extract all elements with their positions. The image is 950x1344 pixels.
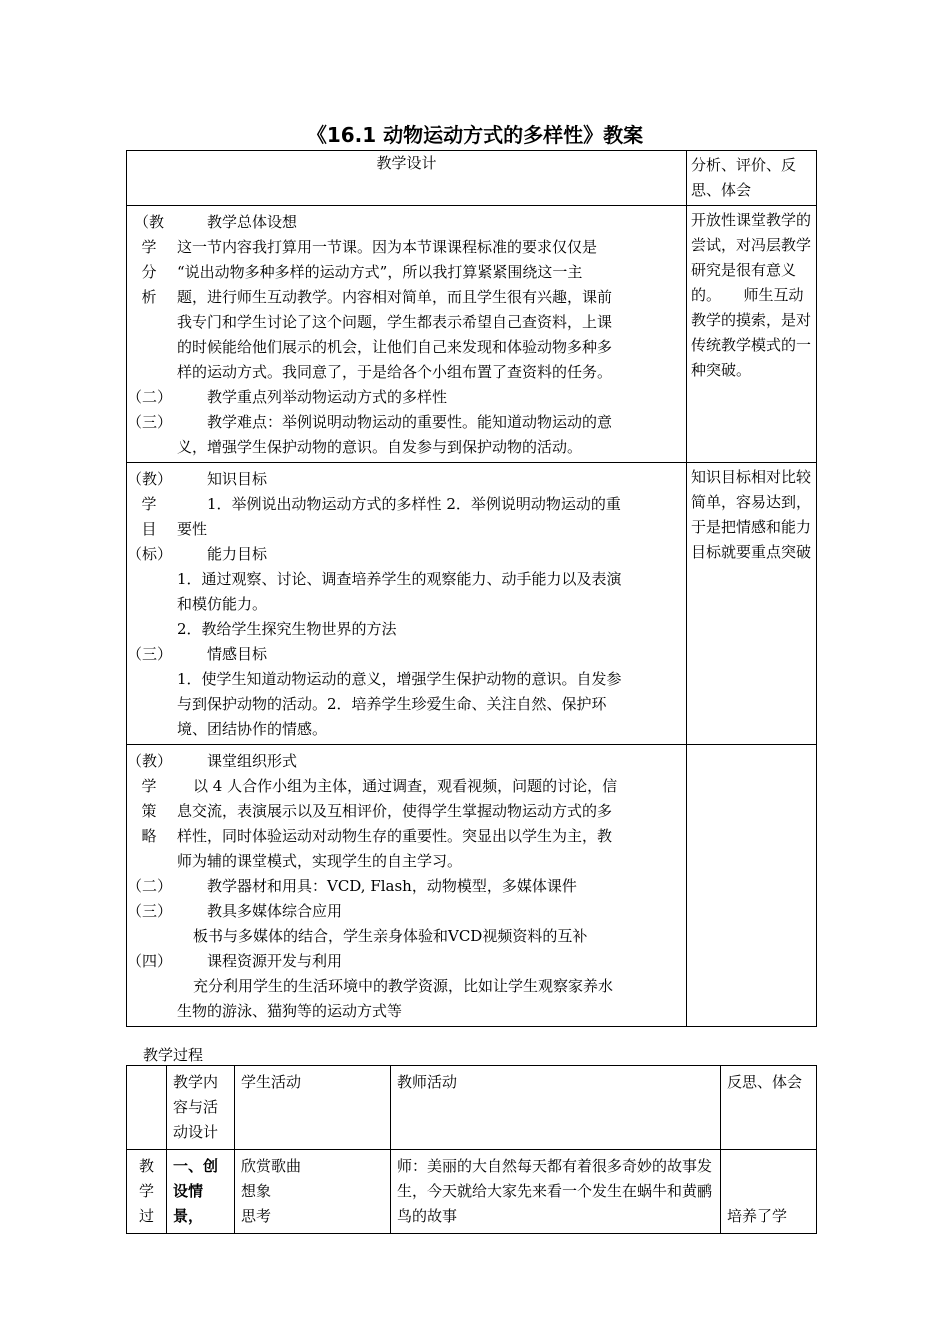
section-line-text: 板书与多媒体的结合，学生亲身体验和VCD视频资料的互补 [193, 927, 588, 945]
section-line-label [127, 310, 171, 335]
section-line-label: （三） [127, 902, 173, 920]
section-line-label: 策 [141, 802, 157, 820]
section-line-text: 生物的游泳、猫狗等的运动方式等 [177, 1002, 403, 1020]
process-header-teacher: 教师活动 [391, 1066, 721, 1150]
section-line [127, 949, 678, 974]
section-line-label [127, 567, 171, 592]
section-line-label: （教 [133, 213, 164, 231]
comment-objectives: 知识目标相对比较简单，容易达到，于是把情感和能力目标就要重点突破 [687, 463, 817, 745]
section-line-text: 境、团结协作的情感。 [177, 720, 328, 738]
section-line-text: 的时候能给他们展示的机会，让他们自己来发现和体验动物多种多 [177, 338, 613, 356]
section-line [127, 799, 678, 824]
section-line [127, 749, 678, 774]
section-line-text: 知识目标 [207, 470, 268, 488]
process-step-title: 一、创设情景， [167, 1150, 235, 1234]
section-line-label [127, 435, 171, 460]
section-line [127, 999, 678, 1024]
section-line [127, 774, 678, 799]
section-line-label: 析 [141, 288, 157, 306]
section-line-label: （二） [127, 877, 173, 895]
process-teacher-activity: 师：美丽的大自然每天都有着很多奇妙的故事发生，今天就给大家先来看一个发生在蜗牛和黄鹂鸟的故事 [391, 1150, 721, 1234]
section-line [127, 849, 678, 874]
process-header-student: 学生活动 [235, 1066, 391, 1150]
section-line-text: 1．举例说出动物运动方式的多样性 2．举例说明动物运动的重 [207, 495, 621, 513]
section-line-label: （三） [127, 413, 173, 431]
section-line-text: 息交流，表演展示以及互相评价，使得学生掌握动物运动方式的多 [177, 802, 613, 820]
section-line [127, 924, 678, 949]
section-line-text: 样性，同时体验运动对动物生存的重要性。突显出以学生为主，教 [177, 827, 613, 845]
section-line-text: 以 4 人合作小组为主体，通过调查，观看视频，问题的讨论，信 [193, 777, 618, 795]
section-line-text: 教学难点：举例说明动物运动的重要性。能知道动物运动的意 [207, 413, 613, 431]
section-line-text: 要性 [177, 520, 208, 538]
process-heading: 教学过程 [143, 1046, 204, 1064]
student-activity-item: 欣赏歌曲 [241, 1157, 302, 1175]
section-line-label: 目 [141, 520, 157, 538]
section-line-label: （教） [127, 470, 173, 488]
section-line [127, 899, 678, 924]
section-line [127, 467, 678, 492]
section-line [127, 435, 678, 460]
section-line [127, 360, 678, 385]
section-line-text: “说出动物多种多样的运动方式”，所以我打算紧紧围绕这一主 [177, 263, 583, 281]
section-line-label: （二） [127, 388, 173, 406]
document-title: 《16.1 动物运动方式的多样性》教案 [306, 123, 644, 147]
section-line-label: （标） [127, 545, 173, 563]
section-line-label: 略 [141, 827, 157, 845]
section-line-label [127, 849, 171, 874]
section-line-text: 我专门和学生讨论了这个问题，学生都表示希望自己查资料，上课 [177, 313, 613, 331]
section-line-label: （教） [127, 752, 173, 770]
section-line [127, 385, 678, 410]
section-line [127, 717, 678, 742]
comment-analysis: 开放性课堂教学的尝试，对冯层教学研究是很有意义的。 师生互动教学的摸索，是对传统教学模式的一种突破。 [687, 206, 817, 463]
section-line [127, 824, 678, 849]
section-line [127, 692, 678, 717]
teaching-process-table [126, 1065, 817, 1234]
section-line-text: 教学器材和用具：VCD, Flash，动物模型，多媒体课件 [207, 877, 577, 895]
section-line-text: 样的运动方式。我同意了，于是给各个小组布置了查资料的任务。 [177, 363, 613, 381]
comment-strategy [687, 745, 817, 1027]
section-line-label [127, 717, 171, 742]
section-line-text: 充分利用学生的生活环境中的教学资源，比如让学生观察家养水 [193, 977, 614, 995]
section-line-text: 教具多媒体综合应用 [207, 902, 343, 920]
section-line-text: 课堂组织形式 [207, 752, 298, 770]
process-reflection: 培养了学 [721, 1150, 817, 1234]
section-line [127, 492, 678, 517]
process-header-reflection: 反思、体会 [721, 1066, 817, 1150]
section-line-label: （三） [127, 645, 173, 663]
header-analysis: 分析、评价、反思、体会 [687, 151, 817, 206]
section-line-label [127, 592, 171, 617]
section-line-text: 义，增强学生保护动物的意识。自发参与到保护动物的活动。 [177, 438, 583, 456]
section-line-label [127, 974, 171, 999]
section-line-text: 1．使学生知道动物运动的意义，增强学生保护动物的意识。自发参 [177, 670, 622, 688]
section-line-label: 学 [141, 777, 157, 795]
section-line [127, 210, 678, 235]
student-activity-item: 思考 [241, 1207, 272, 1225]
section-line-label [127, 692, 171, 717]
section-line-text: 师为辅的课堂模式，实现学生的自主学习。 [177, 852, 463, 870]
header-teaching-design: 教学设计 [127, 151, 687, 206]
section-line [127, 667, 678, 692]
section-line-text: 教学总体设想 [207, 213, 298, 231]
section-line [127, 642, 678, 667]
section-analysis [127, 206, 687, 463]
section-line [127, 974, 678, 999]
section-line-label: 学 [141, 495, 157, 513]
section-line-text: 2．教给学生探究生物世界的方法 [177, 620, 397, 638]
section-line-text: 和模仿能力。 [177, 595, 268, 613]
section-line [127, 874, 678, 899]
section-line-label [127, 924, 171, 949]
section-line [127, 592, 678, 617]
lesson-design-table [126, 150, 817, 1027]
section-line [127, 542, 678, 567]
section-line-text: 能力目标 [207, 545, 268, 563]
process-header-content: 教学内容与活动设计 [167, 1066, 235, 1150]
section-line-label [127, 999, 171, 1024]
section-line [127, 335, 678, 360]
section-line [127, 260, 678, 285]
section-line-text: 题，进行师生互动教学。内容相对简单，而且学生很有兴趣，课前 [177, 288, 613, 306]
section-line-text: 这一节内容我打算用一节课。因为本节课课程标准的要求仅仅是 [177, 238, 598, 256]
section-line-text: 教学重点列举动物运动方式的多样性 [207, 388, 448, 406]
process-student-activities [235, 1150, 391, 1234]
section-line-text: 情感目标 [207, 645, 268, 663]
section-line [127, 617, 678, 642]
process-stage-label: 教学过 [127, 1150, 167, 1234]
section-line [127, 517, 678, 542]
section-line-label: （四） [127, 952, 173, 970]
section-line-label [127, 617, 171, 642]
section-line-label: 学 [141, 238, 157, 256]
section-line [127, 310, 678, 335]
section-line-label [127, 667, 171, 692]
section-objectives [127, 463, 687, 745]
section-strategy [127, 745, 687, 1027]
section-line [127, 567, 678, 592]
section-line-text: 与到保护动物的活动。2．培养学生珍爱生命、关注自然、保护环 [177, 695, 607, 713]
section-line [127, 410, 678, 435]
student-activity-item: 想象 [241, 1182, 272, 1200]
section-line-text: 1．通过观察、讨论、调查培养学生的观察能力、动手能力以及表演 [177, 570, 622, 588]
section-line-label [127, 335, 171, 360]
process-header-blank [127, 1066, 167, 1150]
section-line-label [127, 360, 171, 385]
section-line [127, 285, 678, 310]
section-line-label: 分 [141, 263, 157, 281]
section-line [127, 235, 678, 260]
section-line-text: 课程资源开发与利用 [207, 952, 343, 970]
